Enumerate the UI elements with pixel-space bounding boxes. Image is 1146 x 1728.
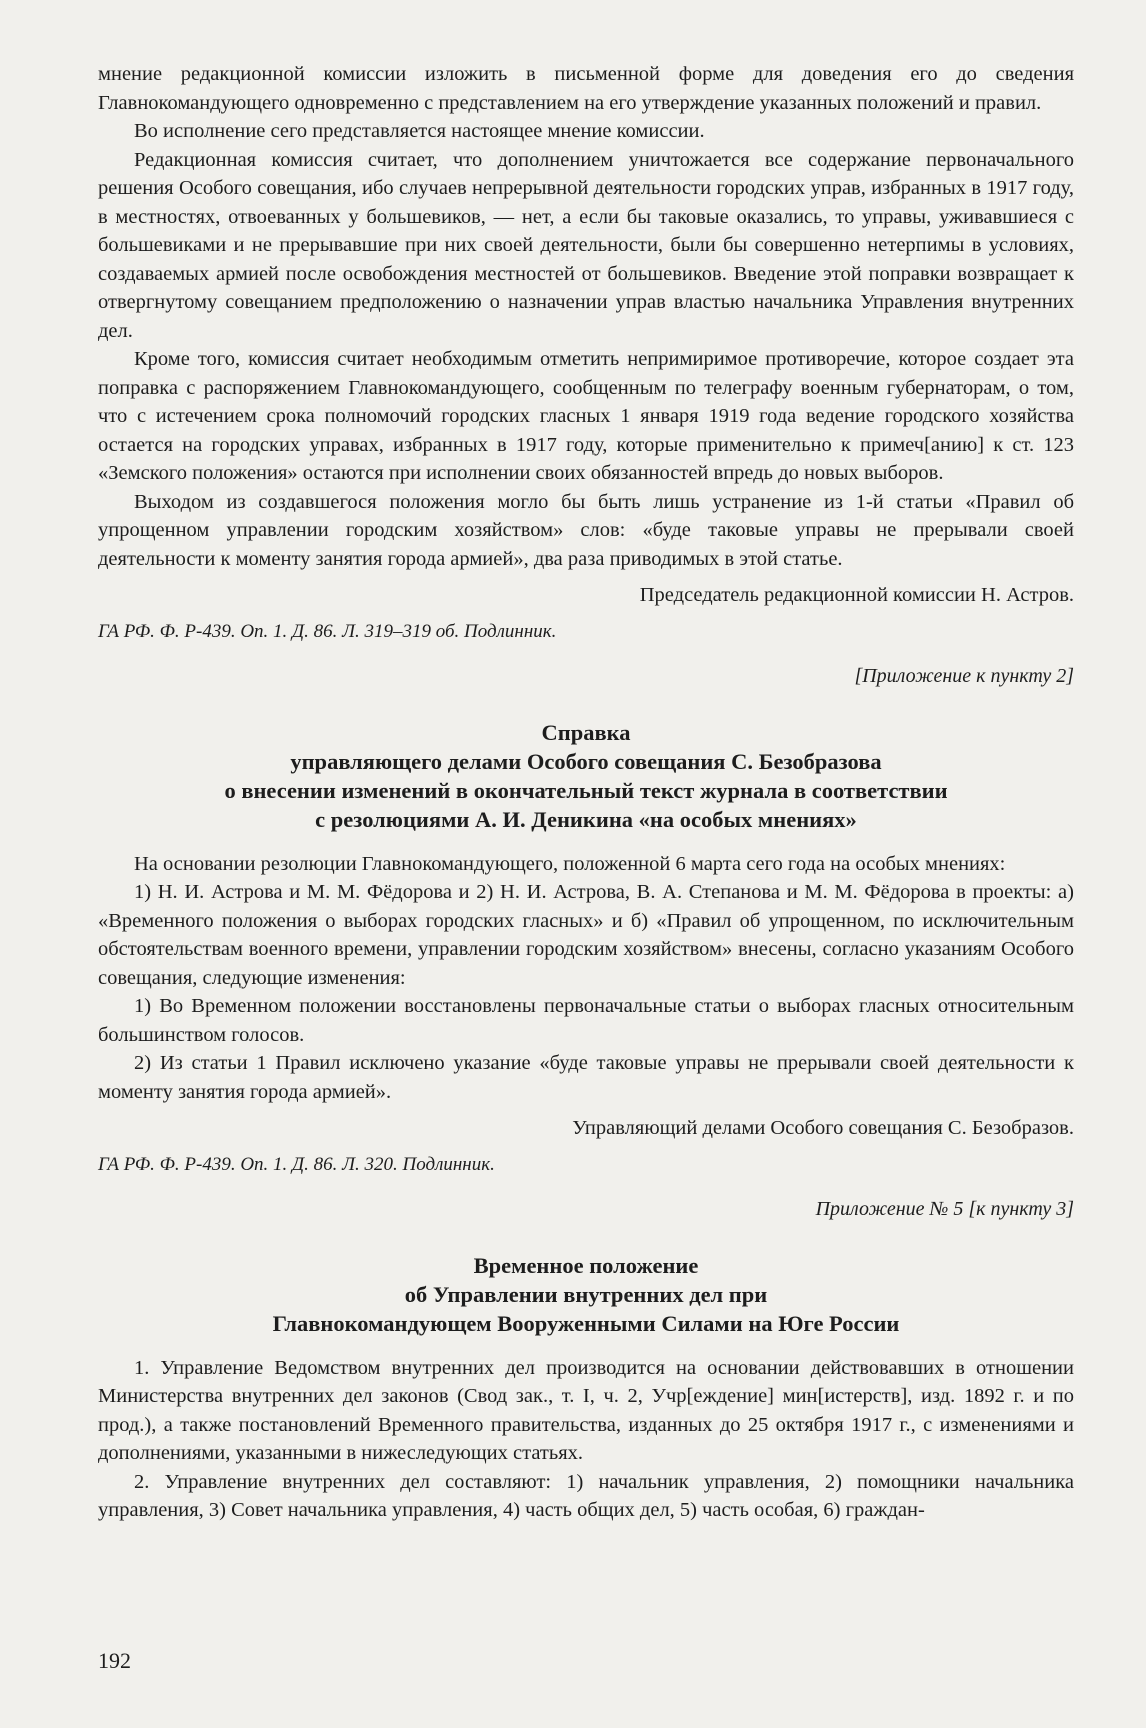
- archive-source: ГА РФ. Ф. Р-439. Оп. 1. Д. 86. Л. 320. Подлинник.: [98, 1153, 495, 1175]
- paragraph: 1) Во Временном положении восстановлены первоначальные статьи о выборах гласных относительным большинством голосов.: [98, 995, 1074, 1046]
- paragraph: Во исполнение сего представляется настоящее мнение комиссии.: [134, 120, 705, 142]
- archive-source: ГА РФ. Ф. Р-439. Оп. 1. Д. 86. Л. 319–319 об. Подлинник.: [98, 620, 557, 642]
- paragraph: На основании резолюции Главнокомандующего, положенной 6 марта сего года на особых мнениях:: [134, 852, 1006, 875]
- paragraph: Кроме того, комиссия считает необходимым отметить непримиримое противоречие, которое создает эта поправка с распоряжением Главнокомандующего, сообщенным по телеграфу военным губернаторам, о том, что с истечением срока полномочий городских гласных 1 января 1919 года ведение городского хозяйства остается на городских управах, избранных в 1917 году, которые применительно к примеч[анию] к ст. 123 «Земского положения» остаются при исполнении своих обязанностей впредь до новых выборов.: [98, 348, 1074, 484]
- paragraph: мнение редакционной комиссии изложить в письменной форме для доведения его до сведения Главнокомандующего одновременно с представлением на его утверждение указанных положений и правил.: [98, 63, 1074, 114]
- section-title: с резолюциями А. И. Деникина «на особых мнениях»: [315, 806, 857, 832]
- paragraph: Редакционная комиссия считает, что дополнением уничтожается все содержание первоначального решения Особого совещания, ибо случаев непрерывной деятельности городских управ, избранных в 1917 году, в местностях, отвоеванных у большевиков, — нет, а если бы таковые оказались, то управы, уживавшиеся с большевиками и не прерывавшие при них своей деятельности, были бы совершенно нетерпимы в условиях, создаваемых армией после освобождения местностей от большевиков. Введение этой поправки возвращает к отвергнутому совещанием предположению о назначении управ властью начальника Управления внутренних дел.: [98, 148, 1074, 342]
- section-title: Временное положение: [473, 1252, 699, 1278]
- appendix-label: Приложение № 5 [к пункту 3]: [815, 1197, 1074, 1220]
- paragraph: 2. Управление внутренних дел составляют: 1) начальник управления, 2) помощники начальника управления, 3) Совет начальника управления, 4) часть общих дел, 5) часть особая, 6) граждан-: [98, 1470, 1074, 1521]
- section-title: Главнокомандующем Вооруженными Силами на Юге России: [272, 1310, 900, 1336]
- paragraph: Выходом из создавшегося положения могло бы быть лишь устранение из 1-й статьи «Правил об упрощенном управлении городским хозяйством» слов: «буде таковые управы не прерывали своей деятельности к моменту занятия города армией», два раза приводимых в этой статье.: [98, 490, 1074, 570]
- signature: Управляющий делами Особого совещания С. Безобразов.: [572, 1117, 1074, 1139]
- document-page: [98, 60, 1074, 1525]
- section-title: о внесении изменений в окончательный текст журнала в соответствии: [224, 777, 948, 803]
- paragraph: 1. Управление Ведомством внутренних дел производится на основании действовавших в отношении Министерства внутренних дел законов (Свод зак., т. I, ч. 2, Учр[еждение] мин[истерств], изд. 1892 г. и по прод.), а также постановлений Временного правительства, изданных до 25 октября 1917 г., с изменениями и дополнениями, указанными в нижеследующих статьях.: [98, 1356, 1074, 1464]
- section-title: Справка: [541, 719, 631, 745]
- signature: Председатель редакционной комиссии Н. Астров.: [639, 584, 1074, 606]
- paragraph: 2) Из статьи 1 Правил исключено указание «буде таковые управы не прерывали своей деятельности к моменту занятия города армией».: [98, 1052, 1074, 1103]
- paragraph: 1) Н. И. Астрова и М. М. Фёдорова и 2) Н. И. Астрова, В. А. Степанова и М. М. Фёдорова в проекты: а) «Временного положения о выборах городских гласных» и б) «Правил об упрощенном, по исключительным обстоятельствам военного времени, управлении городским хозяйством» внесены, согласно указаниям Особого совещания, следующие изменения:: [98, 881, 1074, 989]
- appendix-label: [Приложение к пункту 2]: [854, 664, 1074, 687]
- section-title: управляющего делами Особого совещания С. Безобразова: [290, 748, 882, 774]
- section-title: об Управлении внутренних дел при: [404, 1281, 768, 1307]
- page-number: 192: [98, 1648, 131, 1673]
